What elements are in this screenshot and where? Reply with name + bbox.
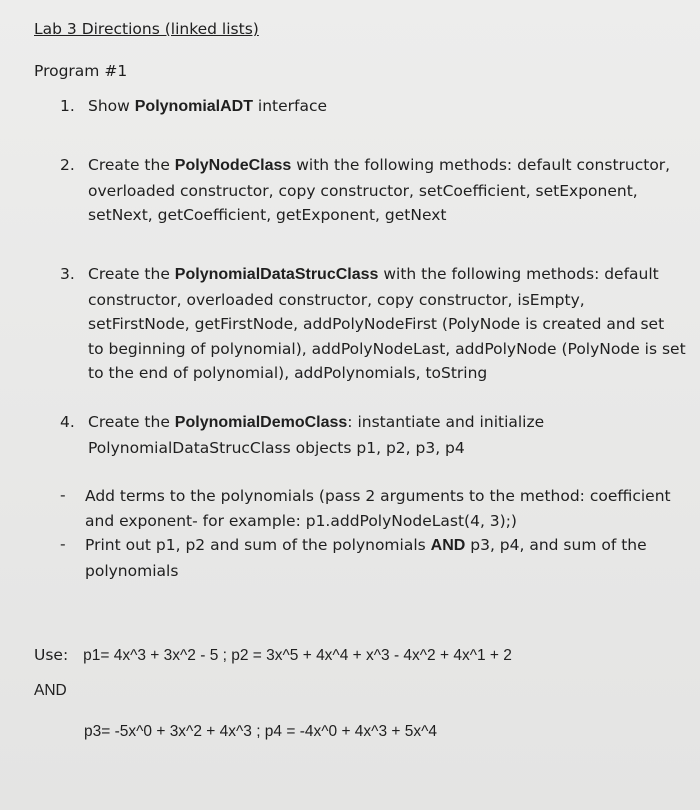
bullet-line: Add terms to the polynomials (pass 2 arguments to the method: coefficient bbox=[85, 487, 671, 505]
bullet-line: and exponent- for example: p1.addPolyNodeLast(4, 3);) bbox=[85, 511, 517, 530]
text: p3, p4, and sum of the bbox=[465, 536, 647, 554]
use-line bbox=[34, 646, 512, 665]
bold-text: AND bbox=[430, 537, 466, 554]
text: interface bbox=[252, 97, 328, 115]
item-number: 3. bbox=[60, 265, 75, 283]
bullet-item-1 bbox=[85, 484, 671, 533]
text: Create the bbox=[88, 265, 175, 283]
bullet-line: polynomials bbox=[85, 561, 179, 580]
document-title: Lab 3 Directions (linked lists) bbox=[34, 20, 259, 38]
text: with the following methods: default bbox=[378, 265, 659, 283]
item-line bbox=[88, 94, 327, 120]
text: Show bbox=[88, 97, 135, 115]
item-line: setFirstNode, getFirstNode, addPolyNodeFirst (PolyNode is created and set bbox=[88, 315, 665, 333]
bullet-item-2 bbox=[85, 533, 647, 583]
bold-text: PolynomialDataStrucClass bbox=[174, 266, 379, 283]
item-line bbox=[88, 262, 686, 288]
text: Create the bbox=[88, 156, 175, 174]
bullet-line bbox=[85, 533, 647, 559]
item-line: setNext, getCoefficient, getExponent, getNext bbox=[88, 206, 447, 224]
bold-text: PolyNodeClass bbox=[174, 157, 292, 174]
text: Print out p1, p2 and sum of the polynomials bbox=[85, 536, 431, 554]
item-line bbox=[88, 153, 670, 179]
item-line bbox=[88, 410, 544, 436]
text: Create the bbox=[88, 413, 175, 431]
item-line: overloaded constructor, copy constructor, setCoefficient, setExponent, bbox=[88, 181, 638, 200]
p3-p4-equation: p3= -5x^0 + 3x^2 + 4x^3 ; p4 = -4x^0 + 4x^3 + 5x^4 bbox=[84, 723, 437, 740]
use-equation: p1= 4x^3 + 3x^2 - 5 ; p2 = 3x^5 + 4x^4 + x^3 - 4x^2 + 4x^1 + 2 bbox=[83, 647, 512, 664]
program-heading: Program #1 bbox=[34, 62, 128, 80]
text: : instantiate and initialize bbox=[347, 413, 545, 431]
item-line: to the end of polynomial), addPolynomials, toString bbox=[88, 364, 488, 382]
item-line: PolynomialDataStrucClass objects p1, p2, p3, p4 bbox=[88, 438, 465, 457]
and-label: AND bbox=[34, 682, 67, 699]
text: with the following methods: default constructor, bbox=[291, 156, 671, 174]
item-number: 4. bbox=[60, 413, 75, 431]
item-line: constructor, overloaded constructor, copy constructor, isEmpty, bbox=[88, 290, 585, 309]
item-line: to beginning of polynomial), addPolyNodeLast, addPolyNode (PolyNode is set bbox=[88, 339, 686, 358]
bold-text: PolynomialADT bbox=[134, 98, 253, 115]
bullet-dash: - bbox=[60, 486, 66, 504]
item-number: 1. bbox=[60, 97, 75, 115]
item-number: 2. bbox=[60, 156, 75, 174]
bold-text: PolynomialDemoClass bbox=[174, 414, 348, 431]
use-label: Use: bbox=[34, 646, 69, 664]
bullet-dash: - bbox=[60, 535, 66, 553]
